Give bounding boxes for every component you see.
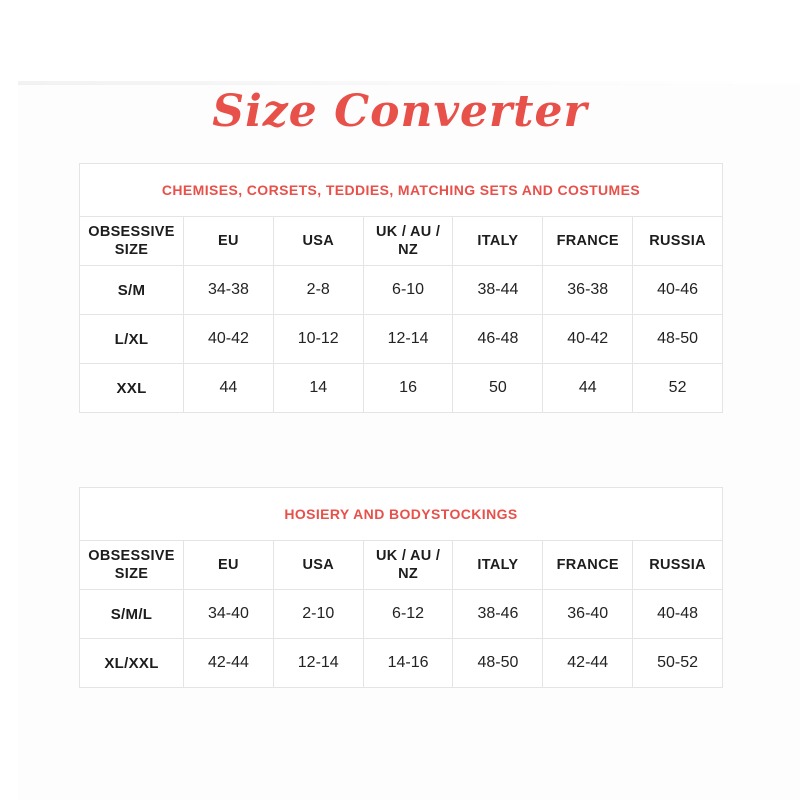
size-value: 14-16 (363, 639, 453, 688)
table-title-row (80, 164, 723, 217)
size-value: 44 (543, 364, 633, 413)
size-value: 42-44 (543, 639, 633, 688)
size-value: 40-42 (543, 315, 633, 364)
size-value: 38-46 (453, 590, 543, 639)
table-row (80, 590, 723, 639)
page-title: Size Converter (212, 86, 588, 137)
size-value: 34-38 (184, 266, 274, 315)
column-header: FRANCE (543, 217, 633, 266)
size-value: 48-50 (633, 315, 723, 364)
size-value: 52 (633, 364, 723, 413)
hosiery-size-table (79, 487, 723, 688)
column-header: USA (273, 541, 363, 590)
row-size-label: L/XL (80, 315, 184, 364)
size-value: 6-12 (363, 590, 453, 639)
column-header: RUSSIA (633, 217, 723, 266)
size-value: 6-10 (363, 266, 453, 315)
row-size-label: XXL (80, 364, 184, 413)
size-value: 40-48 (633, 590, 723, 639)
column-header: FRANCE (543, 541, 633, 590)
size-value: 2-8 (273, 266, 363, 315)
table-row (80, 266, 723, 315)
size-value: 40-42 (184, 315, 274, 364)
column-header-row (80, 217, 723, 266)
chemises-size-table (79, 163, 723, 413)
table-row (80, 315, 723, 364)
size-value: 44 (184, 364, 274, 413)
size-value: 12-14 (363, 315, 453, 364)
column-header-row (80, 541, 723, 590)
table-title: CHEMISES, CORSETS, TEDDIES, MATCHING SETS AND COSTUMES (80, 164, 723, 217)
size-value: 12-14 (273, 639, 363, 688)
table-row (80, 364, 723, 413)
size-value: 2-10 (273, 590, 363, 639)
row-size-label: S/M/L (80, 590, 184, 639)
size-value: 16 (363, 364, 453, 413)
size-value: 34-40 (184, 590, 274, 639)
row-size-label: S/M (80, 266, 184, 315)
column-header: RUSSIA (633, 541, 723, 590)
column-header: USA (273, 217, 363, 266)
column-header: OBSESSIVE SIZE (80, 217, 184, 266)
chemises-size-table-section (79, 163, 723, 413)
size-value: 10-12 (273, 315, 363, 364)
size-value: 36-38 (543, 266, 633, 315)
row-size-label: XL/XXL (80, 639, 184, 688)
table-title: HOSIERY AND BODYSTOCKINGS (80, 488, 723, 541)
size-value: 50-52 (633, 639, 723, 688)
table-title-row (80, 488, 723, 541)
size-value: 46-48 (453, 315, 543, 364)
table-row (80, 639, 723, 688)
panel-top-shadow (18, 81, 800, 85)
column-header: UK / AU / NZ (363, 541, 453, 590)
size-value: 36-40 (543, 590, 633, 639)
size-value: 50 (453, 364, 543, 413)
column-header: ITALY (453, 541, 543, 590)
size-value: 40-46 (633, 266, 723, 315)
size-value: 48-50 (453, 639, 543, 688)
column-header: ITALY (453, 217, 543, 266)
column-header: OBSESSIVE SIZE (80, 541, 184, 590)
hosiery-size-table-section (79, 487, 723, 688)
column-header: EU (184, 217, 274, 266)
size-value: 38-44 (453, 266, 543, 315)
size-value: 14 (273, 364, 363, 413)
column-header: EU (184, 541, 274, 590)
size-value: 42-44 (184, 639, 274, 688)
column-header: UK / AU / NZ (363, 217, 453, 266)
